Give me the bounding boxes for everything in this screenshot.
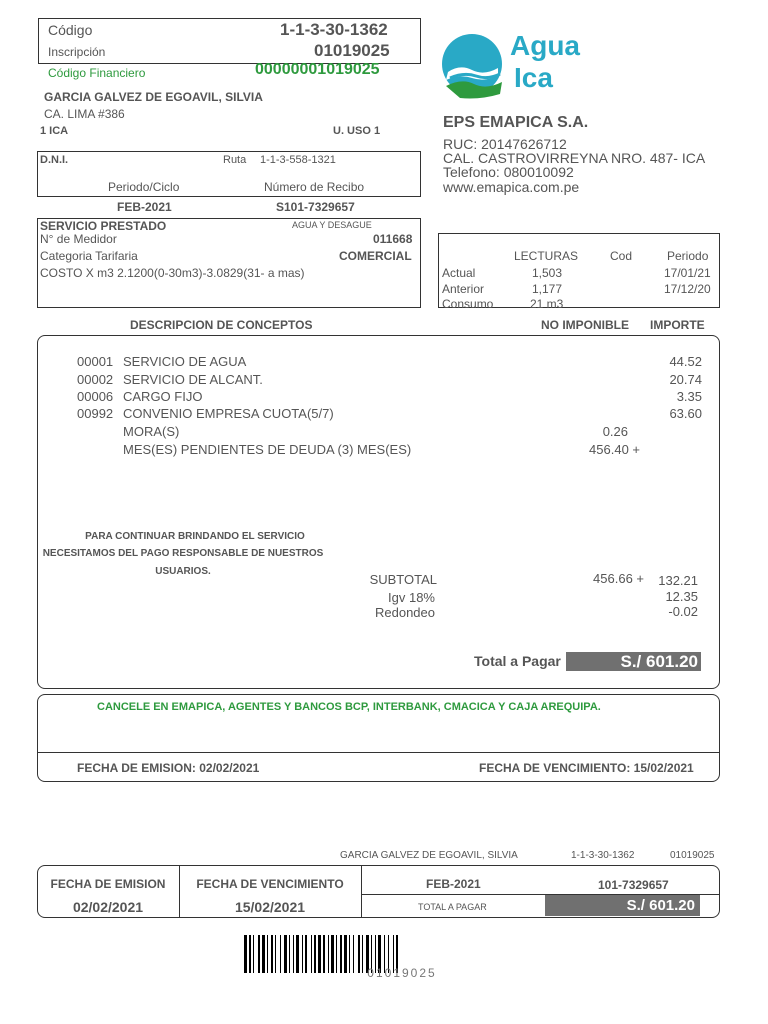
reading-anterior-date: 17/12/20 (664, 282, 711, 296)
stub-emision-value: 02/02/2021 (72, 899, 144, 915)
medidor-value: 011668 (373, 232, 413, 246)
reading-actual-value: 1,503 (532, 266, 563, 280)
concept-code: 00992 (77, 406, 114, 421)
medidor-label: N° de Medidor (40, 232, 117, 246)
company-phone: Telefono: 080010092 (443, 164, 574, 180)
reading-actual-date: 17/01/21 (664, 266, 711, 280)
service-title: SERVICIO PRESTADO (40, 219, 167, 233)
message-line: PARA CONTINUAR BRINDANDO EL SERVICIO (85, 531, 305, 542)
categoria-value: COMERCIAL (339, 249, 412, 263)
stub-periodo: FEB-2021 (426, 877, 481, 891)
stub-divider (361, 865, 362, 918)
concept-description: MORA(S) (123, 424, 180, 439)
concept-code: 00002 (77, 372, 114, 387)
concept-description: CARGO FIJO (123, 389, 203, 404)
service-type: AGUA Y DESAGUE (292, 220, 372, 230)
inscripcion-value: 01019025 (314, 41, 390, 60)
costo-text: COSTO X m3 2.1200(0-30m3)-3.0829(31- a mas) (40, 266, 305, 280)
readings-header-lecturas: LECTURAS (514, 249, 579, 263)
logo-text-agua: Agua (510, 30, 580, 61)
concept-no-imponible: 0.26 (602, 424, 628, 439)
message-line: NECESITAMOS DEL PAGO RESPONSABLE DE NUESTROS (42, 548, 324, 559)
payment-note: CANCELE EN EMAPICA, AGENTES Y BANCOS BCP, INTERBANK, CMACICA Y CAJA AREQUIPA. (97, 701, 601, 713)
reading-actual-label: Actual (442, 266, 476, 280)
redondeo-value: -0.02 (668, 604, 698, 619)
customer-name: GARCIA GALVEZ DE EGOAVIL, SILVIA (44, 90, 263, 104)
concept-description: MES(ES) PENDIENTES DE DEUDA (3) MES(ES) (123, 442, 412, 457)
total-amount: S./ 601.20 (566, 652, 701, 671)
redondeo-label: Redondeo (375, 605, 435, 620)
igv-value: 12.35 (665, 589, 698, 604)
stub-recibo: 101-7329657 (598, 878, 669, 892)
stub-venc-value: 15/02/2021 (234, 899, 306, 915)
concept-code: 00006 (77, 389, 114, 404)
readings-header-periodo: Periodo (667, 249, 709, 263)
stub-total-amount: S./ 601.20 (545, 895, 700, 916)
stub-inscripcion: 01019025 (670, 850, 715, 861)
concepts-header-no-imponible: NO IMPONIBLE (541, 318, 630, 332)
ruta-value: 1-1-3-558-1321 (260, 154, 336, 166)
barcode-text: 01019025 (367, 966, 437, 980)
periodo-label: Periodo/Ciclo (108, 180, 180, 194)
logo-text-ica: Ica (514, 62, 553, 93)
codigo-value: 1-1-3-30-1362 (280, 20, 388, 39)
periodo-value: FEB-2021 (117, 200, 172, 214)
agua-ica-logo (440, 28, 590, 100)
ruta-label: Ruta (223, 154, 247, 166)
dni-label: D.N.I. (40, 154, 69, 166)
stub-venc-label: FECHA DE VENCIMIENTO (196, 877, 344, 891)
concept-importe: 20.74 (669, 372, 702, 387)
subtotal-no-imponible: 456.66 + (593, 571, 644, 586)
concept-no-imponible: 456.40 + (589, 442, 640, 457)
concept-description: SERVICIO DE ALCANT. (123, 372, 263, 387)
concept-description: CONVENIO EMPRESA CUOTA(5/7) (123, 406, 334, 421)
concept-code: 00001 (77, 354, 114, 369)
codigo-financiero-value: 00000001019025 (255, 61, 380, 78)
codigo-label: Código (48, 22, 93, 38)
categoria-label: Categoria Tarifaria (40, 249, 138, 263)
subtotal-label: SUBTOTAL (369, 572, 437, 587)
fecha-emision: FECHA DE EMISION: 02/02/2021 (77, 761, 260, 775)
subtotal-value: 132.21 (658, 573, 698, 588)
company-web: www.emapica.com.pe (443, 179, 580, 195)
codigo-financiero-label: Código Financiero (48, 66, 146, 80)
recibo-value: S101-7329657 (276, 200, 355, 214)
company-ruc: RUC: 20147626712 (443, 136, 567, 152)
message-line: USUARIOS. (155, 566, 211, 577)
readings-header-cod: Cod (610, 249, 633, 263)
total-label: Total a Pagar (474, 653, 561, 669)
customer-uso: U. USO 1 (333, 125, 381, 137)
reading-anterior-label: Anterior (442, 282, 485, 296)
inscripcion-label: Inscripción (48, 45, 106, 59)
customer-district: 1 ICA (40, 125, 69, 137)
customer-address: CA. LIMA #386 (44, 107, 125, 121)
reading-consumo-label: Consumo (442, 297, 494, 311)
reading-anterior-value: 1,177 (532, 282, 563, 296)
stub-total-label: TOTAL A PAGAR (418, 902, 487, 912)
company-name: EPS EMAPICA S.A. (443, 114, 589, 131)
stub-customer-name: GARCIA GALVEZ DE EGOAVIL, SILVIA (340, 850, 518, 861)
stub-codigo: 1-1-3-30-1362 (571, 850, 635, 861)
concept-importe: 63.60 (669, 406, 702, 421)
reading-consumo-value: 21 m3 (530, 297, 564, 311)
igv-label: Igv 18% (388, 590, 435, 605)
stub-emision-label: FECHA DE EMISION (50, 877, 166, 891)
concept-importe: 3.35 (676, 389, 702, 404)
concept-importe: 44.52 (669, 354, 702, 369)
concept-description: SERVICIO DE AGUA (123, 354, 247, 369)
recibo-label: Número de Recibo (264, 180, 365, 194)
fecha-vencimiento: FECHA DE VENCIMIENTO: 15/02/2021 (479, 761, 694, 775)
concepts-header-description: DESCRIPCION DE CONCEPTOS (130, 318, 313, 332)
concepts-header-importe: IMPORTE (650, 318, 705, 332)
company-address: CAL. CASTROVIRREYNA NRO. 487- ICA (443, 150, 706, 166)
payment-divider (37, 752, 720, 753)
